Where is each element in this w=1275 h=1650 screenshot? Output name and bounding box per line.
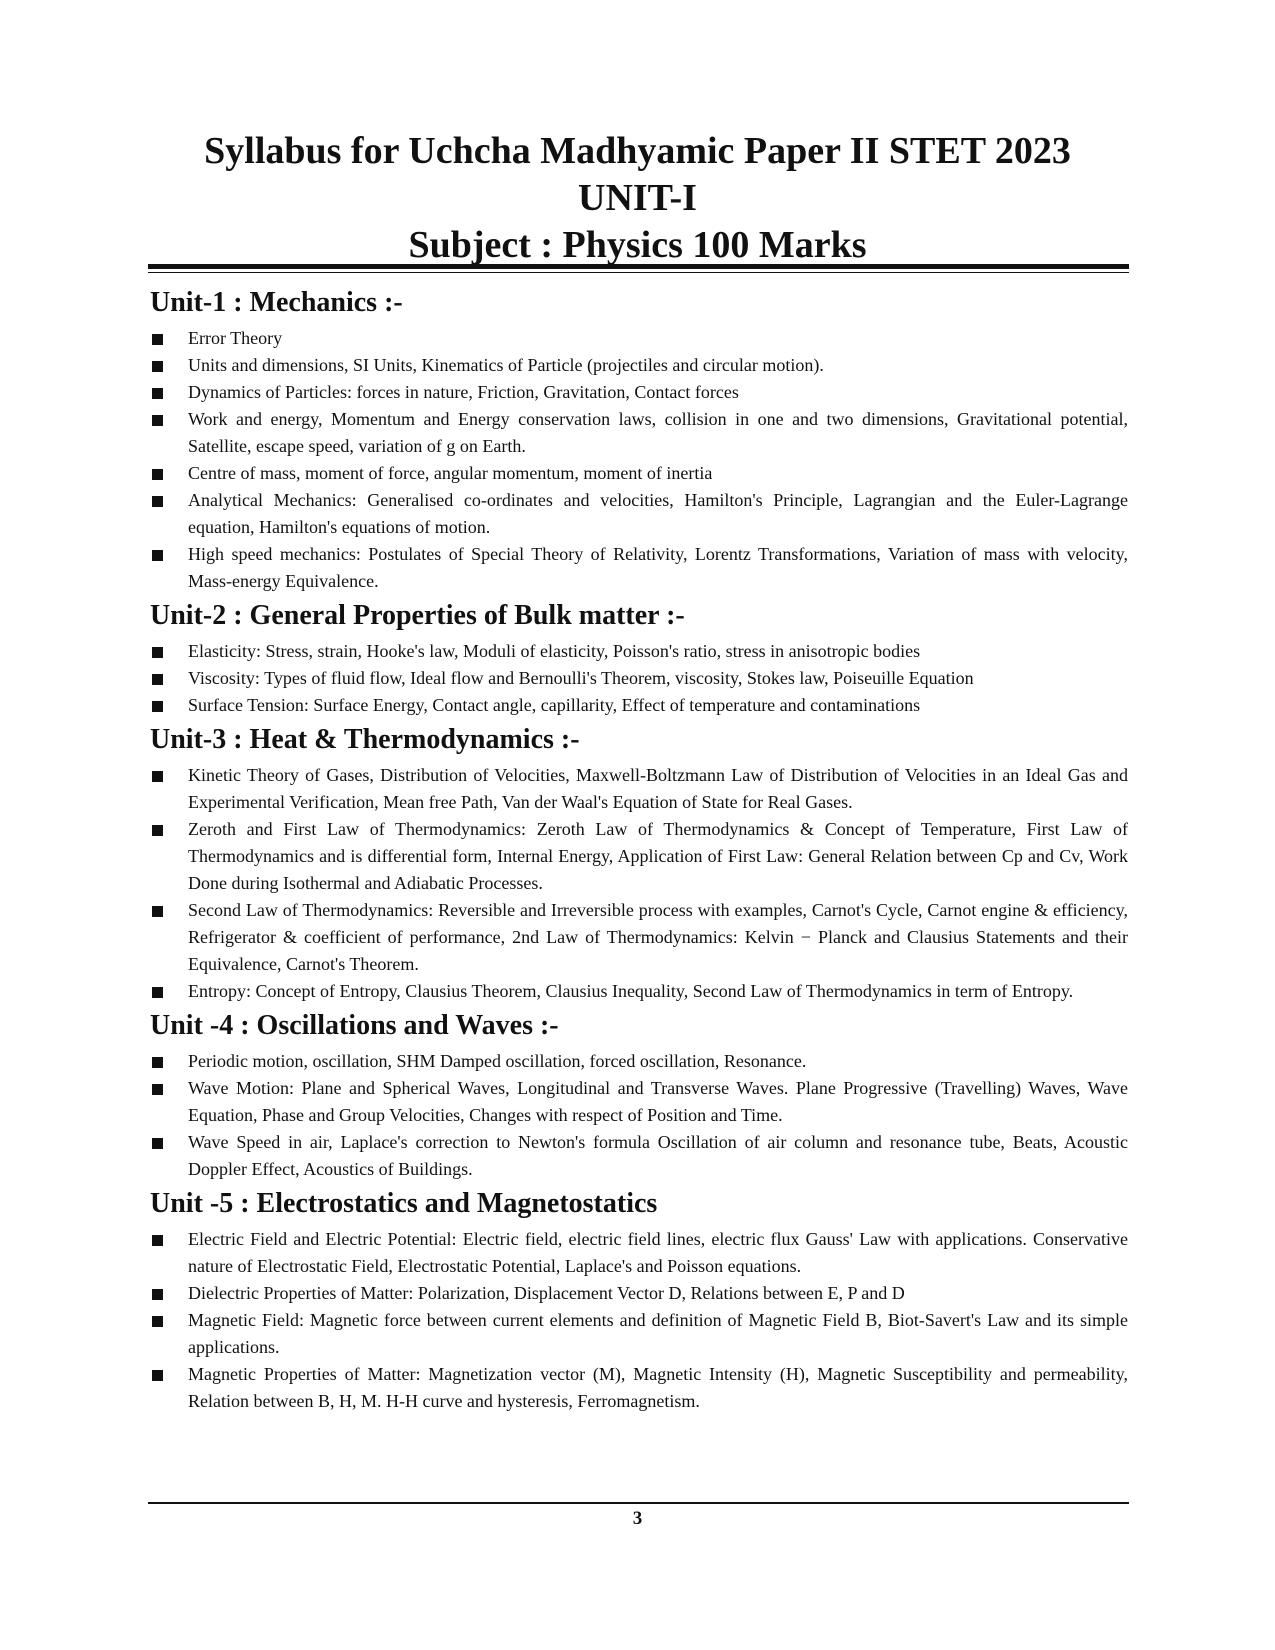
list-item: [150, 1307, 1128, 1361]
list-item: [150, 379, 1128, 406]
list-item: [150, 816, 1128, 897]
unit-title: Unit-1 : Mechanics :-: [150, 287, 403, 318]
square-bullet-icon: [152, 388, 163, 399]
list-item: [150, 638, 1128, 665]
square-bullet-icon: [152, 1138, 163, 1149]
square-bullet-icon: [152, 415, 163, 426]
square-bullet-icon: [152, 906, 163, 917]
square-bullet-icon: [152, 1084, 163, 1095]
square-bullet-icon: [152, 987, 163, 998]
topic-list: [150, 1226, 1128, 1415]
list-item: [150, 1280, 1128, 1307]
list-item-text: Analytical Mechanics: Generalised co-ordinates and velocities, Hamilton's Principle, Lagrangian and the Euler-Lagrange equation, Hamilton's equations of motion.: [188, 490, 1128, 537]
square-bullet-icon: [152, 361, 163, 372]
syllabus-content: [150, 282, 1128, 1415]
square-bullet-icon: [152, 647, 163, 658]
list-item-text: Second Law of Thermodynamics: Reversible and Irreversible process with examples, Carnot's Cycle, Carnot engine & efficiency, Refrigerator & coefficient of performance, 2nd Law of Thermodynamics: Kelvin − Planck and Clausius Statements and their Equivalence, Carnot's Theorem.: [188, 900, 1128, 974]
list-item-text: Elasticity: Stress, strain, Hooke's law, Moduli of elasticity, Poisson's ratio, stress in anisotropic bodies: [188, 641, 921, 661]
footer-rule: [148, 1502, 1129, 1504]
square-bullet-icon: [152, 701, 163, 712]
square-bullet-icon: [152, 1289, 163, 1300]
square-bullet-icon: [152, 1057, 163, 1068]
list-item: [150, 460, 1128, 487]
square-bullet-icon: [152, 1235, 163, 1246]
page-header: [0, 128, 1275, 269]
unit-heading: UNIT-I: [578, 177, 697, 219]
list-item-text: Surface Tension: Surface Energy, Contact angle, capillarity, Effect of temperature and contaminations: [188, 695, 921, 715]
square-bullet-icon: [152, 674, 163, 685]
square-bullet-icon: [152, 1316, 163, 1327]
list-item: [150, 325, 1128, 352]
syllabus-title: Syllabus for Uchcha Madhyamic Paper II STET 2023: [204, 130, 1071, 172]
list-item-text: Units and dimensions, SI Units, Kinematics of Particle (projectiles and circular motion).: [188, 355, 824, 375]
list-item: [150, 897, 1128, 978]
list-item: [150, 541, 1128, 595]
topic-list: [150, 325, 1128, 595]
list-item-text: Dielectric Properties of Matter: Polarization, Displacement Vector D, Relations between E, P and D: [188, 1283, 905, 1303]
topic-list: [150, 762, 1128, 1005]
list-item-text: Periodic motion, oscillation, SHM Damped oscillation, forced oscillation, Resonance.: [188, 1051, 807, 1071]
list-item-text: Wave Speed in air, Laplace's correction to Newton's formula Oscillation of air column and resonance tube, Beats, Acoustic Doppler Effect, Acoustics of Buildings.: [188, 1132, 1128, 1179]
list-item-text: Zeroth and First Law of Thermodynamics: Zeroth Law of Thermodynamics & Concept of Temperature, First Law of Thermodynamics and is differential form, Internal Energy, Application of First Law: General Relation between Cp and Cv, Work Done during Isothermal and Adiabatic Processes.: [188, 819, 1128, 893]
list-item-text: High speed mechanics: Postulates of Special Theory of Relativity, Lorentz Transformations, Variation of mass with velocity, Mass-energy Equivalence.: [188, 544, 1128, 591]
list-item: [150, 665, 1128, 692]
square-bullet-icon: [152, 771, 163, 782]
list-item-text: Electric Field and Electric Potential: Electric field, electric field lines, electric flux Gauss' Law with applications. Conservative nature of Electrostatic Field, Electrostatic Potential, Laplace's and Poisson equations.: [188, 1229, 1128, 1276]
list-item: [150, 1129, 1128, 1183]
square-bullet-icon: [152, 1370, 163, 1381]
unit-section: [150, 722, 1128, 1005]
unit-section: [150, 1008, 1128, 1183]
list-item: [150, 1226, 1128, 1280]
square-bullet-icon: [152, 825, 163, 836]
list-item: [150, 978, 1128, 1005]
list-item-text: Magnetic Field: Magnetic force between current elements and definition of Magnetic Field B, Biot-Savert's Law and its simple applications.: [188, 1310, 1128, 1357]
unit-title: Unit -4 : Oscillations and Waves :-: [150, 1010, 559, 1041]
topic-list: [150, 638, 1128, 719]
header-thick-rule: [148, 264, 1129, 269]
unit-title: Unit-3 : Heat & Thermodynamics :-: [150, 724, 580, 755]
page-number: 3: [632, 1508, 643, 1529]
list-item: [150, 352, 1128, 379]
square-bullet-icon: [152, 550, 163, 561]
topic-list: [150, 1048, 1128, 1183]
list-item: [150, 1048, 1128, 1075]
list-item: [150, 762, 1128, 816]
unit-title: Unit -5 : Electrostatics and Magnetostatics: [150, 1188, 658, 1219]
square-bullet-icon: [152, 334, 163, 345]
list-item: [150, 406, 1128, 460]
list-item-text: Wave Motion: Plane and Spherical Waves, Longitudinal and Transverse Waves. Plane Progressive (Travelling) Waves, Wave Equation, Phase and Group Velocities, Changes with respect of Position and Time.: [188, 1078, 1128, 1125]
list-item: [150, 487, 1128, 541]
header-thin-rule: [148, 272, 1129, 273]
list-item-text: Kinetic Theory of Gases, Distribution of Velocities, Maxwell-Boltzmann Law of Distribution of Velocities in an Ideal Gas and Experimental Verification, Mean free Path, Van der Waal's Equation of State for Real Gases.: [188, 765, 1128, 812]
list-item: [150, 1361, 1128, 1415]
list-item-text: Centre of mass, moment of force, angular momentum, moment of inertia: [188, 463, 713, 483]
unit-section: [150, 1186, 1128, 1415]
unit-section: [150, 598, 1128, 719]
square-bullet-icon: [152, 469, 163, 480]
list-item-text: Viscosity: Types of fluid flow, Ideal flow and Bernoulli's Theorem, viscosity, Stokes law, Poiseuille Equation: [188, 668, 974, 688]
list-item: [150, 692, 1128, 719]
list-item-text: Entropy: Concept of Entropy, Clausius Theorem, Clausius Inequality, Second Law of Thermodynamics in term of Entropy.: [188, 981, 1074, 1001]
list-item-text: Error Theory: [188, 328, 283, 348]
list-item-text: Dynamics of Particles: forces in nature, Friction, Gravitation, Contact forces: [188, 382, 739, 402]
unit-title: Unit-2 : General Properties of Bulk matter :-: [150, 600, 685, 631]
unit-section: [150, 285, 1128, 595]
list-item-text: Magnetic Properties of Matter: Magnetization vector (M), Magnetic Intensity (H), Magnetic Susceptibility and permeability, Relation between B, H, M. H-H curve and hysteresis, Ferromagnetism.: [188, 1364, 1128, 1411]
list-item-text: Work and energy, Momentum and Energy conservation laws, collision in one and two dimensions, Gravitational potential, Satellite, escape speed, variation of g on Earth.: [188, 409, 1128, 456]
list-item: [150, 1075, 1128, 1129]
square-bullet-icon: [152, 496, 163, 507]
subject-heading: Subject : Physics 100 Marks: [408, 224, 867, 266]
